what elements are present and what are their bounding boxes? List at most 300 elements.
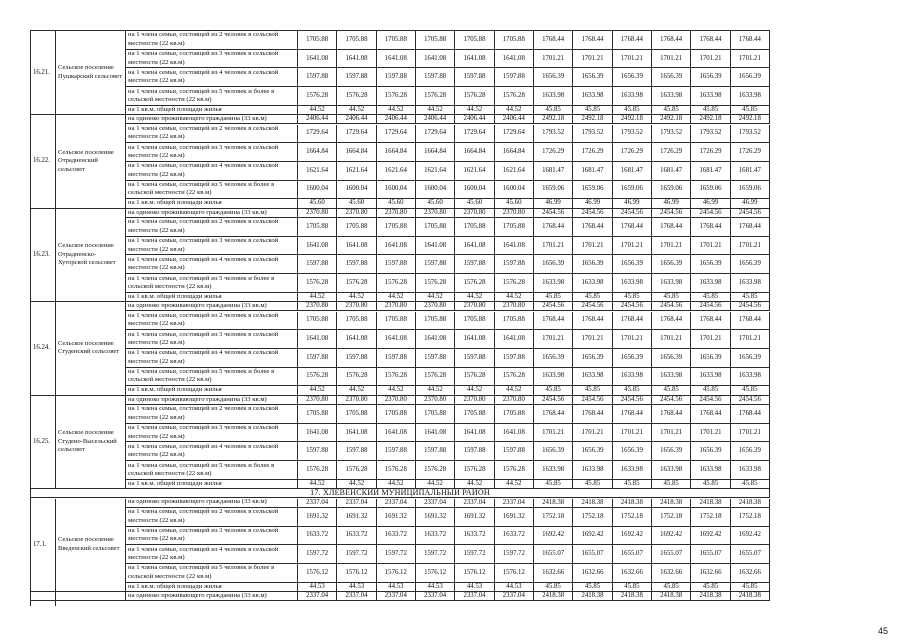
- value-cell: [337, 424, 376, 443]
- value-cell: [691, 330, 730, 349]
- value-cell: [337, 162, 376, 181]
- value-cell: [534, 293, 573, 302]
- value: 44.52: [506, 386, 522, 394]
- value: 1576.28: [424, 91, 447, 99]
- value-cell: [652, 349, 691, 368]
- value-cell: [691, 592, 730, 601]
- value: 1600.04: [502, 185, 525, 193]
- value: 2418.38: [581, 592, 604, 600]
- value-cell: [652, 461, 691, 480]
- value-cell: [652, 386, 691, 395]
- value-cell: [337, 592, 376, 601]
- value-cell: [534, 424, 573, 443]
- value-cell: [495, 442, 534, 461]
- value: 1692.42: [660, 531, 683, 539]
- value: 1641.08: [463, 54, 486, 62]
- value-cell: [613, 68, 652, 87]
- value-cell: [652, 592, 691, 601]
- value-cell: [573, 592, 612, 601]
- value-cell: [298, 461, 337, 480]
- value: 1597.88: [384, 447, 407, 455]
- value-cell: [731, 115, 770, 124]
- value-cell: [298, 349, 337, 368]
- value: 1726.29: [581, 148, 604, 156]
- value-cell: [573, 125, 612, 144]
- value-cell: [534, 564, 573, 583]
- value: 1752.18: [738, 512, 761, 520]
- value: 1705.88: [384, 222, 407, 230]
- value: 1576.28: [306, 465, 329, 473]
- value-cell: [652, 583, 691, 592]
- value: 1705.88: [306, 222, 329, 230]
- value: 1641.08: [345, 335, 368, 343]
- settlement-name-cell: [56, 499, 126, 593]
- value-cell: [573, 68, 612, 87]
- section-number-cell: [31, 592, 56, 601]
- value: 1600.04: [463, 185, 486, 193]
- value: 2337.04: [502, 592, 525, 600]
- value: 2454.56: [660, 208, 683, 216]
- value: 1641.08: [502, 428, 525, 436]
- value: 1656.39: [738, 73, 761, 81]
- value: 1656.39: [620, 73, 643, 81]
- value: 2454.56: [620, 395, 643, 403]
- value-cell: [691, 461, 730, 480]
- value: 1597.88: [345, 73, 368, 81]
- value-cell: [691, 368, 730, 387]
- value-cell: [455, 499, 494, 508]
- value: 1641.08: [306, 335, 329, 343]
- value: 1705.88: [306, 316, 329, 324]
- row-label: на 1 кв.м. общей площади жилья: [128, 292, 222, 300]
- value: 1633.98: [738, 465, 761, 473]
- value-cell: [652, 199, 691, 208]
- value: 1705.88: [463, 409, 486, 417]
- value: 1656.39: [620, 260, 643, 268]
- value-cell: [455, 50, 494, 69]
- value-cell: [337, 106, 376, 115]
- value-cell: [337, 274, 376, 293]
- value-cell: [416, 209, 455, 218]
- value-cell: [377, 480, 416, 489]
- value-cell: [573, 583, 612, 592]
- value-cell: [534, 125, 573, 144]
- value: 1659.06: [542, 185, 565, 193]
- value-cell: [416, 386, 455, 395]
- value-cell: [613, 218, 652, 237]
- value: 1664.84: [502, 148, 525, 156]
- value-cell: [652, 106, 691, 115]
- value: 46.99: [742, 199, 758, 207]
- value: 44.52: [388, 105, 404, 113]
- value-cell: [731, 545, 770, 564]
- value: 44.52: [348, 479, 365, 487]
- row-label-cell: [126, 199, 298, 208]
- housing-cost-table: [30, 30, 770, 601]
- value-cell: [691, 564, 730, 583]
- value: 2492.18: [620, 115, 643, 123]
- section-number-cell: [31, 209, 56, 303]
- value: 1633.98: [620, 465, 643, 473]
- value-cell: [691, 237, 730, 256]
- value: 1633.98: [699, 278, 722, 286]
- value-cell: [337, 480, 376, 489]
- value-cell: [573, 330, 612, 349]
- value: 1576.28: [502, 372, 525, 380]
- row-label: на одиноко проживающего гражданина (33 кв.м): [128, 208, 267, 216]
- value-cell: [377, 31, 416, 50]
- value-cell: [613, 480, 652, 489]
- row-label: на 1 члена семьи, состоящей из 2 человек в сельской местности (22 кв.м): [128, 508, 279, 524]
- value: 45.85: [584, 105, 601, 113]
- value: 1641.08: [502, 241, 525, 249]
- value-cell: [416, 480, 455, 489]
- settlement-name-cell: [56, 302, 126, 396]
- value-cell: [455, 527, 494, 546]
- value: 1701.21: [699, 241, 722, 249]
- value-cell: [377, 368, 416, 387]
- value-cell: [377, 499, 416, 508]
- value: 1597.88: [424, 260, 447, 268]
- value-cell: [652, 480, 691, 489]
- value: 1621.64: [424, 166, 447, 174]
- value: 1633.98: [581, 465, 604, 473]
- value-cell: [337, 312, 376, 331]
- value-cell: [731, 68, 770, 87]
- value-cell: [534, 237, 573, 256]
- value: 1576.28: [384, 465, 407, 473]
- value: 2454.56: [581, 395, 604, 403]
- value-cell: [573, 50, 612, 69]
- value-cell: [731, 461, 770, 480]
- value: 2492.18: [738, 115, 761, 123]
- value: 45.85: [702, 479, 719, 487]
- value-cell: [298, 87, 337, 106]
- value-cell: [534, 330, 573, 349]
- settlement-name-cell: [56, 31, 126, 115]
- value: 1701.21: [738, 335, 761, 343]
- value: 1705.88: [345, 409, 368, 417]
- value: 2454.56: [581, 302, 604, 310]
- value-cell: [573, 368, 612, 387]
- value: 1768.44: [620, 409, 643, 417]
- value-cell: [416, 106, 455, 115]
- value: 1691.32: [463, 512, 486, 520]
- value: 44.53: [466, 582, 483, 590]
- value: 1701.21: [660, 428, 683, 436]
- value: 1633.72: [463, 531, 486, 539]
- value-cell: [613, 349, 652, 368]
- value-cell: [731, 143, 770, 162]
- value-cell: [691, 143, 730, 162]
- value-cell: [691, 545, 730, 564]
- value: 1681.47: [738, 166, 761, 174]
- value-cell: [298, 564, 337, 583]
- value: 44.52: [466, 292, 483, 300]
- row-label: на 1 члена семьи, состоящей из 3 человек в сельской местности (22 кв.м): [128, 50, 279, 66]
- value: 1597.88: [345, 260, 368, 268]
- value: 1729.64: [424, 129, 447, 137]
- value: 1664.84: [345, 148, 368, 156]
- section-number-cell: [31, 302, 56, 396]
- value-cell: [691, 293, 730, 302]
- value: 1600.04: [384, 185, 407, 193]
- value: 1656.39: [699, 353, 722, 361]
- value-cell: [534, 106, 573, 115]
- value: 1597.72: [502, 550, 525, 558]
- value-cell: [652, 564, 691, 583]
- value-cell: [416, 50, 455, 69]
- value-cell: [573, 237, 612, 256]
- value: 1641.08: [345, 428, 368, 436]
- value: 1656.39: [660, 447, 683, 455]
- value: 1597.88: [502, 447, 525, 455]
- value: 1597.88: [424, 447, 447, 455]
- value-cell: [495, 218, 534, 237]
- value: 1597.88: [463, 73, 486, 81]
- value: 1659.06: [581, 185, 604, 193]
- value-cell: [377, 424, 416, 443]
- value-cell: [573, 480, 612, 489]
- value: 1641.08: [306, 54, 329, 62]
- value-cell: [731, 424, 770, 443]
- value: 45.60: [348, 199, 365, 207]
- row-label-cell: [126, 237, 298, 256]
- value-cell: [731, 87, 770, 106]
- page-number: 45: [878, 626, 889, 636]
- row-label-cell: [126, 480, 298, 489]
- value-cell: [573, 396, 612, 405]
- value: 2454.56: [620, 208, 643, 216]
- value-cell: [652, 293, 691, 302]
- value: 45.85: [584, 479, 601, 487]
- value: 45.85: [663, 479, 679, 487]
- value-cell: [691, 349, 730, 368]
- value: 2492.18: [581, 115, 604, 123]
- value-cell: [652, 442, 691, 461]
- value: 1705.88: [384, 409, 407, 417]
- value-cell: [613, 274, 652, 293]
- value-cell: [573, 106, 612, 115]
- value-cell: [613, 87, 652, 106]
- value: 1793.52: [699, 129, 722, 137]
- value: 1726.29: [660, 148, 683, 156]
- value: 1633.98: [620, 278, 643, 286]
- value: 1681.47: [660, 166, 683, 174]
- value: 1701.21: [699, 335, 722, 343]
- row-label-cell: [126, 274, 298, 293]
- value: 1705.88: [502, 222, 525, 230]
- value: 45.85: [584, 582, 601, 590]
- value-cell: [377, 527, 416, 546]
- section-number: 17.1.: [33, 540, 47, 548]
- value-cell: [416, 442, 455, 461]
- value-cell: [534, 592, 573, 601]
- section-number: 16.25.: [33, 437, 50, 445]
- row-label-cell: [126, 386, 298, 395]
- value: 2454.56: [660, 302, 683, 310]
- value: 1641.08: [384, 54, 407, 62]
- value: 2418.38: [620, 592, 643, 600]
- value-cell: [495, 274, 534, 293]
- value-cell: [495, 349, 534, 368]
- value-cell: [573, 162, 612, 181]
- row-label-cell: [126, 330, 298, 349]
- value: 2370.80: [306, 208, 329, 216]
- value-cell: [416, 527, 455, 546]
- value: 1655.07: [620, 550, 643, 558]
- value-cell: [652, 209, 691, 218]
- value: 1705.88: [463, 316, 486, 324]
- value: 2418.38: [699, 592, 722, 600]
- value-cell: [534, 499, 573, 508]
- value: 45.85: [663, 582, 679, 590]
- value-cell: [377, 125, 416, 144]
- row-label-cell: [126, 396, 298, 405]
- value-cell: [495, 312, 534, 331]
- value: 44.53: [506, 582, 522, 590]
- value-cell: [416, 592, 455, 601]
- value: 1597.88: [384, 353, 407, 361]
- value: 45.85: [584, 292, 601, 300]
- value: 1597.88: [306, 73, 329, 81]
- value: 1641.08: [502, 54, 525, 62]
- value: 1576.28: [502, 465, 525, 473]
- value-cell: [731, 31, 770, 50]
- value-cell: [337, 209, 376, 218]
- settlement-name-cell: [56, 396, 126, 490]
- value-cell: [298, 480, 337, 489]
- value-cell: [534, 396, 573, 405]
- value-cell: [455, 386, 494, 395]
- value-cell: [337, 125, 376, 144]
- value-cell: [416, 405, 455, 424]
- value-cell: [377, 87, 416, 106]
- value-cell: [691, 583, 730, 592]
- value: 44.52: [348, 292, 365, 300]
- value-cell: [298, 50, 337, 69]
- value: 2406.44: [345, 115, 368, 123]
- value: 1576.28: [306, 372, 329, 380]
- value-cell: [298, 31, 337, 50]
- value: 1659.06: [620, 185, 643, 193]
- value: 1768.44: [620, 316, 643, 324]
- value: 1632.66: [738, 568, 761, 576]
- value-cell: [337, 255, 376, 274]
- value: 1692.42: [581, 531, 604, 539]
- value: 1641.08: [306, 241, 329, 249]
- value: 1656.39: [699, 73, 722, 81]
- value: 1691.32: [345, 512, 368, 520]
- value: 1597.88: [502, 353, 525, 361]
- value-cell: [377, 218, 416, 237]
- value: 1691.32: [306, 512, 329, 520]
- value-cell: [652, 125, 691, 144]
- value-cell: [652, 396, 691, 405]
- value-cell: [691, 50, 730, 69]
- value: 45.60: [427, 199, 443, 207]
- value-cell: [691, 302, 730, 311]
- row-label: на 1 члена семьи, состоящей из 3 человек в сельской местности (22 кв.м): [128, 424, 279, 440]
- value: 2370.80: [306, 302, 329, 310]
- row-label-cell: [126, 312, 298, 331]
- value-cell: [298, 143, 337, 162]
- value-cell: [691, 106, 730, 115]
- value: 1597.88: [463, 353, 486, 361]
- row-label-cell: [126, 68, 298, 87]
- value-cell: [573, 527, 612, 546]
- value-cell: [416, 274, 455, 293]
- value-cell: [652, 274, 691, 293]
- row-label: на одиноко проживающего гражданина (33 кв.м): [128, 592, 267, 599]
- value-cell: [495, 237, 534, 256]
- value-cell: [495, 199, 534, 208]
- row-label: на 1 члена семьи, состоящей из 3 человек в сельской местности (22 кв.м): [128, 237, 279, 253]
- value-cell: [573, 143, 612, 162]
- value-cell: [337, 349, 376, 368]
- value-cell: [377, 330, 416, 349]
- value-cell: [573, 87, 612, 106]
- value-cell: [377, 312, 416, 331]
- value-cell: [495, 396, 534, 405]
- row-label: на 1 члена семьи, состоящей из 3 человек в сельской местности (22 кв.м): [128, 330, 279, 347]
- value-cell: [377, 592, 416, 601]
- value-cell: [377, 50, 416, 69]
- value: 1641.08: [384, 428, 407, 436]
- value: 44.52: [388, 386, 404, 394]
- value-cell: [495, 31, 534, 50]
- value-cell: [652, 68, 691, 87]
- value-cell: [573, 461, 612, 480]
- value: 1705.88: [463, 222, 486, 230]
- value: 1576.12: [345, 568, 368, 576]
- value-cell: [495, 68, 534, 87]
- value-cell: [573, 293, 612, 302]
- value: 2454.56: [699, 395, 722, 403]
- value: 44.52: [309, 386, 325, 394]
- value-cell: [652, 115, 691, 124]
- row-label-cell: [126, 255, 298, 274]
- value-cell: [416, 293, 455, 302]
- value: 1701.21: [660, 335, 683, 343]
- value: 44.52: [309, 479, 325, 487]
- value: 1597.88: [345, 447, 368, 455]
- value-cell: [731, 181, 770, 200]
- value: 2337.04: [384, 592, 407, 600]
- value-cell: [613, 115, 652, 124]
- value: 46.99: [624, 199, 640, 207]
- value: 46.99: [663, 199, 679, 207]
- value-cell: [337, 545, 376, 564]
- value-cell: [691, 405, 730, 424]
- value-cell: [652, 424, 691, 443]
- value: 1641.08: [345, 241, 368, 249]
- value: 1681.47: [542, 166, 565, 174]
- value: 1726.29: [620, 148, 643, 156]
- value-cell: [337, 386, 376, 395]
- value: 1656.39: [660, 260, 683, 268]
- value-cell: [298, 302, 337, 311]
- row-label: на 1 члена семьи, состоящей из 5 человек и более в сельской местности (22 кв.м): [128, 274, 275, 290]
- row-label: на 1 члена семьи, состоящей из 5 человек и более в сельской местности (22 кв.м): [128, 181, 275, 197]
- value-cell: [613, 424, 652, 443]
- value: 1655.07: [738, 550, 761, 558]
- row-label-cell: [126, 499, 298, 508]
- value: 1656.39: [542, 73, 565, 81]
- value-cell: [731, 218, 770, 237]
- value: 1705.88: [424, 222, 447, 230]
- value: 1633.72: [345, 531, 368, 539]
